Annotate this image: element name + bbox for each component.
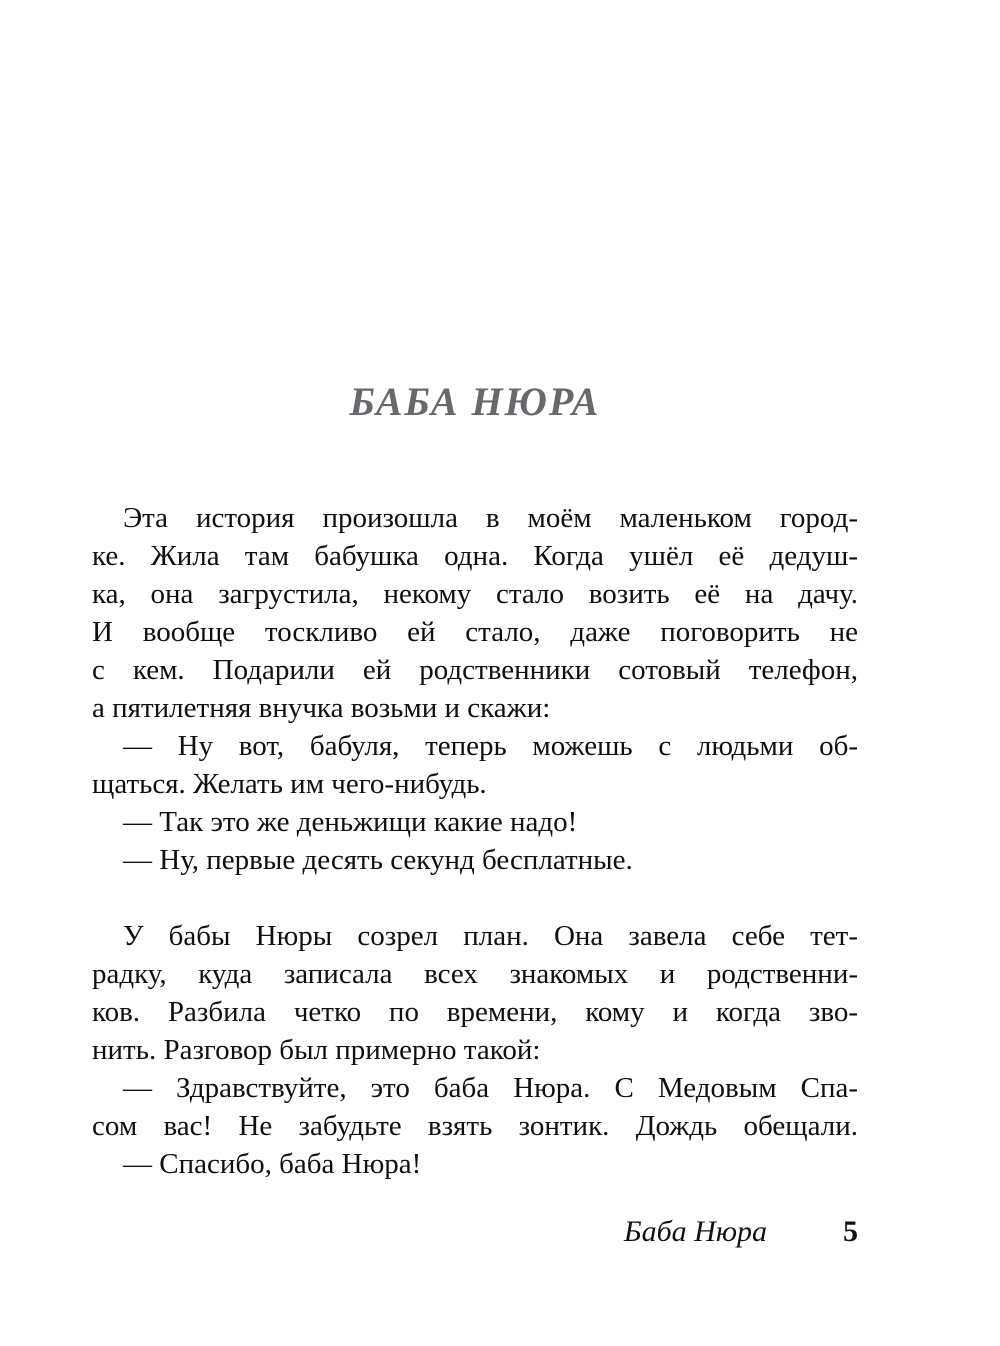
- text-line: У бабы Нюры созрел план. Она завела себе тет-: [123, 920, 858, 952]
- text-line: сом вас! Не забудьте взять зонтик. Дождь обещали.: [92, 1110, 858, 1142]
- text-line: — Так это же деньжищи какие надо!: [123, 806, 578, 838]
- text-line: ка, она загрустила, некому стало возить её на дачу.: [92, 578, 858, 610]
- page-number: 5: [843, 1215, 858, 1248]
- text-line: нить. Разговор был примерно такой:: [92, 1034, 541, 1066]
- chapter-title: БАБА НЮРА: [349, 379, 601, 424]
- page-footer: [92, 1213, 858, 1251]
- text-line: — Ну, первые десять секунд бесплатные.: [123, 844, 633, 876]
- text-line: И вообще тоскливо ей стало, даже поговорить не: [92, 616, 858, 648]
- text-line: — Спасибо, баба Нюра!: [123, 1148, 422, 1180]
- page-content: [92, 0, 858, 1346]
- text-line: радку, куда записала всех знакомых и родственни-: [92, 958, 858, 990]
- text-line: а пятилетняя внучка возьми и скажи:: [92, 692, 551, 724]
- running-title: Баба Нюра: [623, 1215, 767, 1248]
- text-line: — Здравствуйте, это баба Нюра. С Медовым Спа-: [123, 1072, 858, 1104]
- body-text: [92, 499, 858, 1183]
- text-line: ке. Жила там бабушка одна. Когда ушёл её дедуш-: [92, 540, 858, 572]
- text-line: ков. Разбила четко по времени, кому и когда зво-: [92, 996, 858, 1028]
- text-line: Эта история произошла в моём маленьком город-: [123, 502, 858, 534]
- text-line: щаться. Желать им чего-нибудь.: [92, 768, 487, 800]
- text-line: — Ну вот, бабуля, теперь можешь с людьми об-: [123, 730, 858, 762]
- text-line: с кем. Подарили ей родственники сотовый телефон,: [92, 654, 858, 686]
